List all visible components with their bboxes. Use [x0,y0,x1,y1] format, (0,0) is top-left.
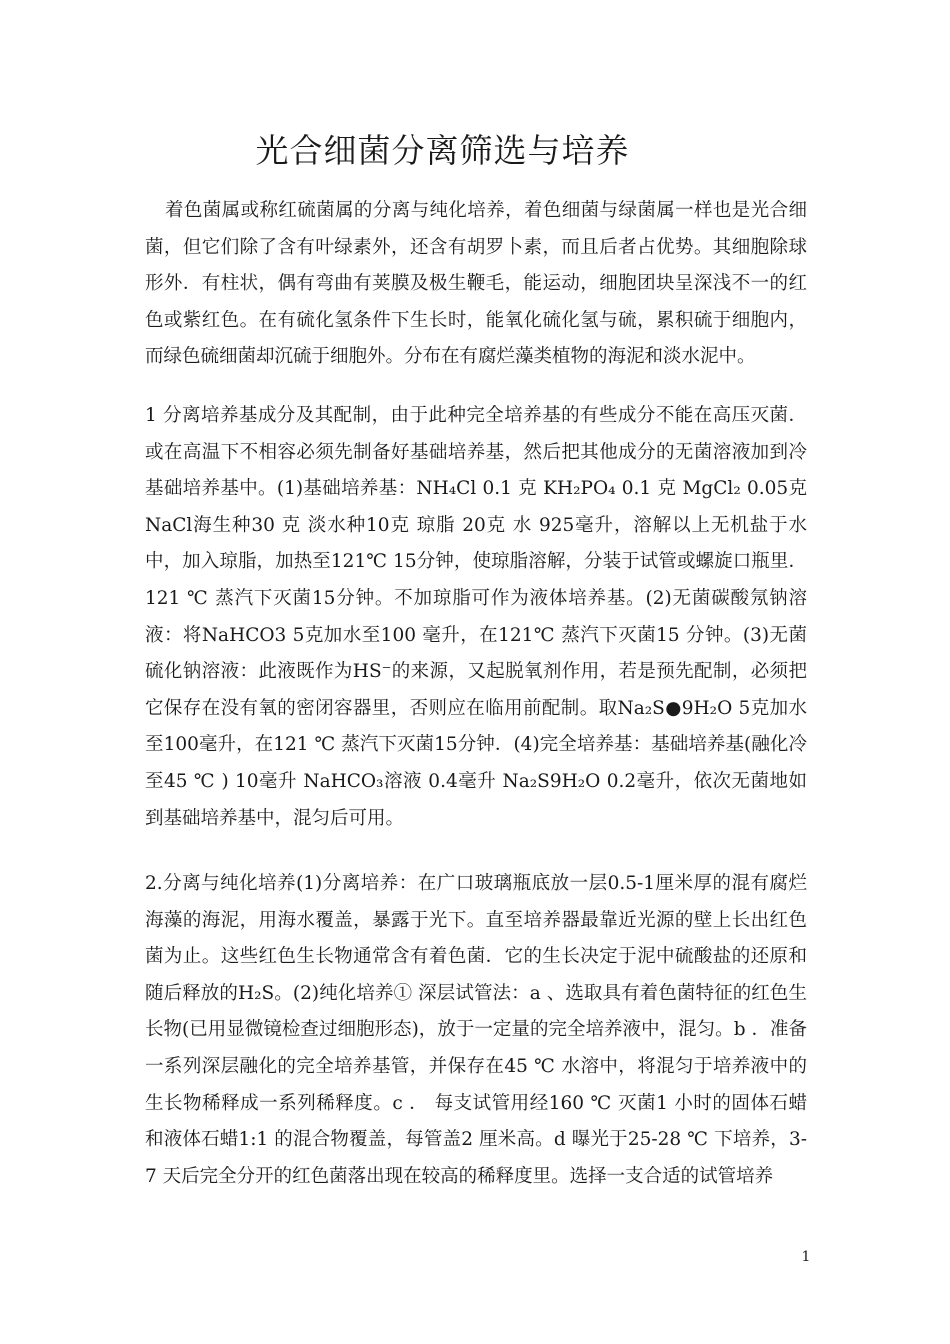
paragraph-isolation-purification: 2.分离与纯化培养(1)分离培养：在广口玻璃瓶底放一层0.5-1厘米厚的混有腐烂海藻的海泥，用海水覆盖，暴露于光下。直至培养器最靠近光源的壁上长出红色菌为止。这些红色生长物通常含有着色菌．它的生长决定于泥中硫酸盐的还原和随后释放的H₂S。(2)纯化培养① 深层试管法：a 、选取具有着色菌特征的红色生长物(已用显微镜检查过细胞形态)，放于一定量的完全培养液中，混匀。b ．准备一系列深层融化的完全培养基管，并保存在45 ℃ 水溶中，将混匀于培养液中的生长物稀释成一系列稀释度。c ． 每支试管用经160 ℃ 灭菌1 小时的固体石蜡和液体石蜡1:1 的混合物覆盖，每管盖2 厘米高。d 曝光于25-28 ℃ 下培养，3-7 天后完全分开的红色菌落出现在较高的稀释度里。选择一支合适的试管培养 [145,873,807,1187]
paragraph-intro: 着色菌属或称红硫菌属的分离与纯化培养，着色细菌与绿菌属一样也是光合细菌，但它们除了含有叶绿素外，还含有胡罗卜素，而且后者占优势。其细胞除球形外．有柱状，偶有弯曲有荚膜及极生鞭毛，能运动，细胞团块呈深浅不一的红色或紫红色。在有硫化氢条件下生长时，能氧化硫化氢与硫，累积硫于细胞内，而绿色硫细菌却沉硫于细胞外。分布在有腐烂藻类植物的海泥和淡水泥中。 [145,200,807,368]
paragraph-medium-preparation: 1 分离培养基成分及其配制，由于此种完全培养基的有些成分不能在高压灭菌．或在高温下不相容必须先制备好基础培养基，然后把其他成分的无菌溶液加到冷基础培养基中。(1)基础培养基：NH₄Cl 0.1 克 KH₂PO₄ 0.1 克 MgCl₂ 0.05克 NaCl海生种30 克 淡水种10克 琼脂 20克 水 925毫升，溶解以上无机盐于水中，加入琼脂，加热至121℃ 15分钟，使琼脂溶解，分装于试管或螺旋口瓶里．121 ℃ 蒸汽下灭菌15分钟。不加琼脂可作为液体培养基。(2)无菌碳酸氖钠溶液：将NaHCO3 5克加水至100 毫升，在121℃ 蒸汽下灭菌15 分钟。(3)无菌硫化钠溶液：此液既作为HS⁻的来源，又起脱氧剂作用，若是预先配制，必须把它保存在没有氧的密闭容器里，否则应在临用前配制。取Na₂S●9H₂O 5克加水至100毫升，在121 ℃ 蒸汽下灭菌15分钟．(4)完全培养基：基础培养基(融化冷至45 ℃ ) 10毫升 NaHCO₃溶液 0.4毫升 Na₂S9H₂O 0.2毫升，依次无菌地如到基础培养基中，混匀后可用。 [145,405,807,829]
page-number: 1 [801,1249,811,1265]
document-title: 光合细菌分离筛选与培养 [255,131,630,170]
